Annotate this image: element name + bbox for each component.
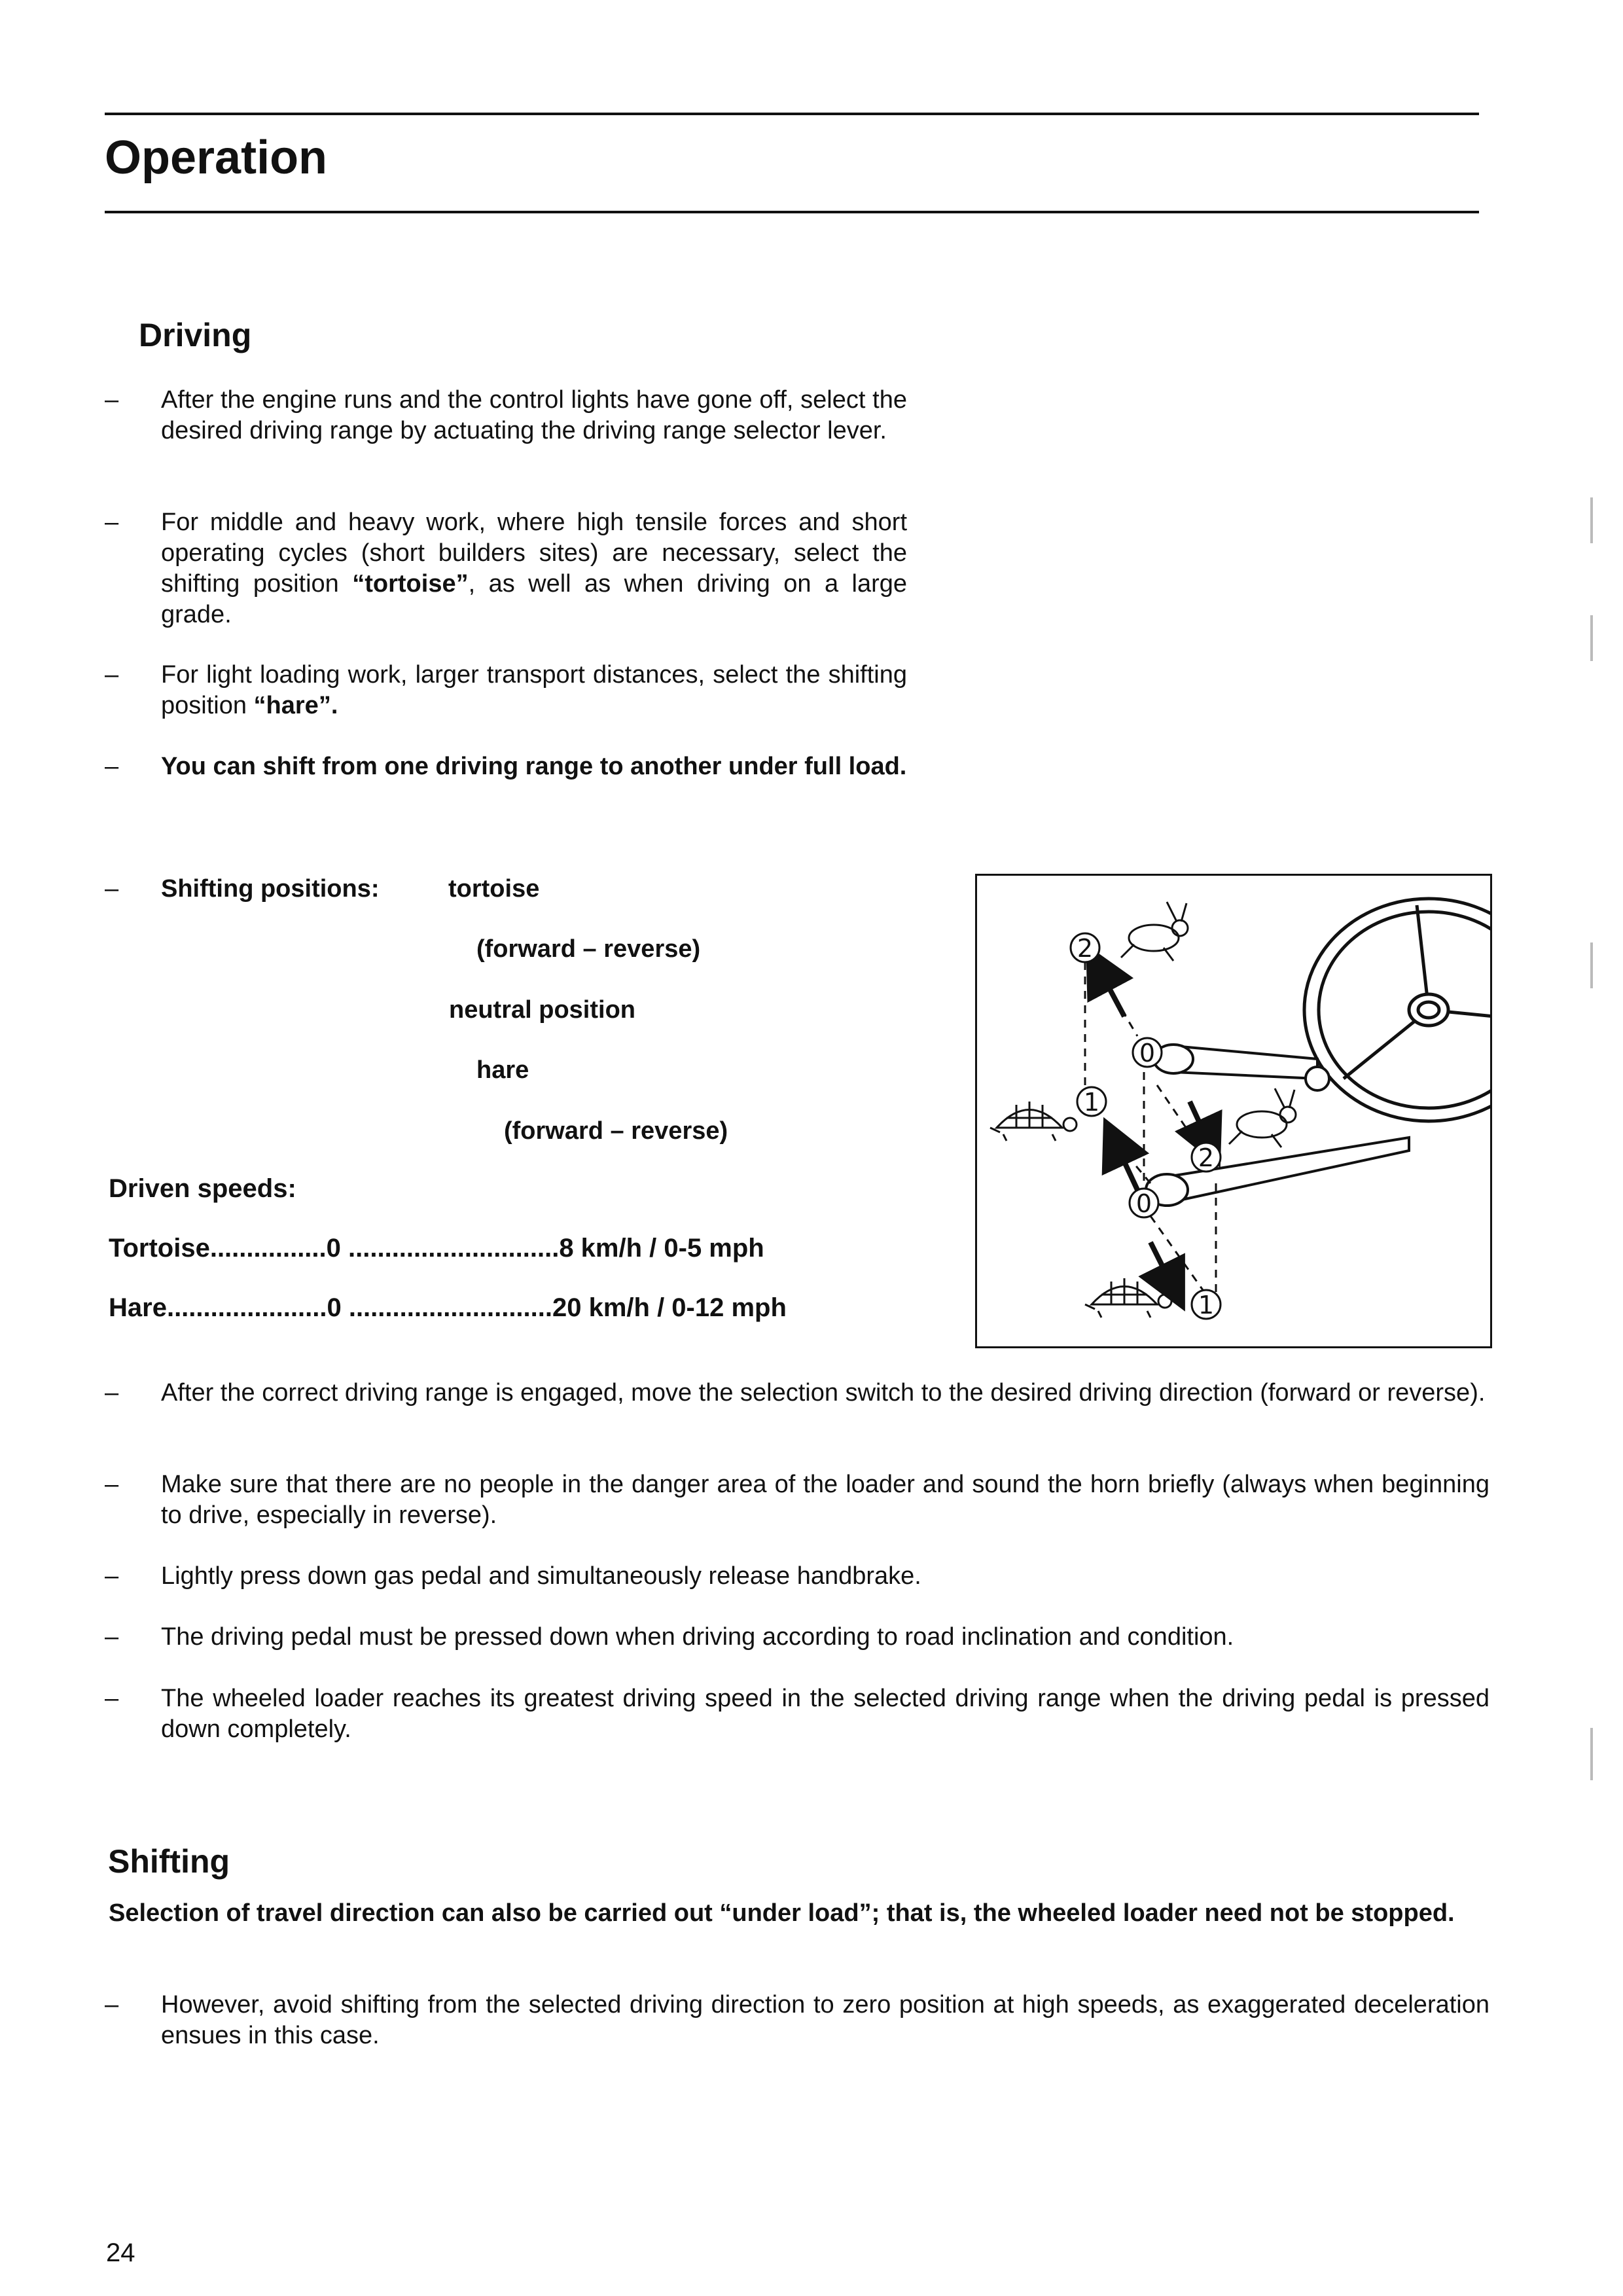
position-label: 1 (1198, 1291, 1215, 1319)
list-item-text: Make sure that there are no people in the danger area of the loader and sound the horn briefly (always when beginning to drive, especially in reverse). (161, 1471, 1489, 1529)
position-tortoise: tortoise (448, 875, 540, 903)
position-label: 0 (1135, 1189, 1152, 1218)
shift-lever-illustration (977, 876, 1490, 1346)
top-rule (105, 113, 1479, 115)
hare-icon (1229, 1088, 1296, 1147)
list-item-text: The wheeled loader reaches its greatest driving speed in the selected driving range when the driving pedal is pressed down completely. (161, 1685, 1489, 1743)
list-item-text: For light loading work, larger transport distances, select the shifting position “hare”. (161, 661, 907, 719)
shifting-positions-label: Shifting positions: (161, 875, 380, 903)
speed-row-tortoise: Tortoise................0 .............................8 km/h / 0-5 mph (109, 1234, 764, 1263)
upper-lever (1154, 1045, 1329, 1090)
scan-edge-mark (1590, 615, 1593, 661)
shift-lever-diagram (975, 874, 1492, 1348)
tortoise-icon (990, 1102, 1077, 1141)
tortoise-icon (1085, 1278, 1171, 1318)
lower-lever (1146, 1138, 1409, 1206)
scan-edge-mark (1590, 942, 1593, 988)
term-hare: “hare”. (253, 692, 338, 719)
shifting-note: Selection of travel direction can also be carried out “under load”; that is, the wheeled loader need not be stopped. (109, 1899, 1455, 1927)
position-label: 0 (1139, 1039, 1156, 1067)
list-dash: – (105, 875, 119, 903)
position-label: 2 (1077, 934, 1094, 963)
hare-icon (1121, 902, 1188, 961)
steering-wheel-icon (1304, 899, 1490, 1121)
term-tortoise: “tortoise” (352, 570, 469, 598)
page-title: Operation (105, 132, 328, 184)
list-item-text: After the correct driving range is engaged, move the selection switch to the desired driving direction (forward or reverse). (161, 1379, 1486, 1407)
speed-row-hare: Hare......................0 ............................20 km/h / 0-12 mph (109, 1293, 787, 1322)
position-tortoise-direction: (forward – reverse) (476, 935, 701, 963)
scan-edge-mark (1590, 497, 1593, 543)
position-hare: hare (476, 1056, 529, 1084)
page-number: 24 (106, 2238, 135, 2267)
position-neutral: neutral position (449, 996, 635, 1024)
list-item-text: For middle and heavy work, where high tensile forces and short operating cycles (short builders sites) are necessary, select the shifting position “tortoise”, as well as when driving on a large grade. (161, 509, 908, 628)
driven-speeds-heading: Driven speeds: (109, 1174, 296, 1203)
section-heading-shifting: Shifting (108, 1843, 230, 1880)
position-hare-direction: (forward – reverse) (504, 1117, 728, 1145)
list-item-text: The driving pedal must be pressed down when driving according to road inclination and condition. (161, 1623, 1234, 1651)
scan-edge-mark (1590, 1728, 1593, 1780)
position-label: 1 (1083, 1088, 1100, 1117)
position-label: 2 (1198, 1143, 1215, 1172)
list-item-text: However, avoid shifting from the selected driving direction to zero position at high speeds, as exaggerated deceleration ensues in this case. (161, 1991, 1489, 2049)
list-item-text: You can shift from one driving range to another under full load. (161, 753, 907, 780)
list-item-text: Lightly press down gas pedal and simultaneously release handbrake. (161, 1562, 921, 1590)
list-item-text: After the engine runs and the control lights have gone off, select the desired driving range by actuating the driving range selector lever. (161, 386, 907, 444)
title-underline (105, 211, 1479, 213)
section-heading-driving: Driving (139, 317, 252, 353)
